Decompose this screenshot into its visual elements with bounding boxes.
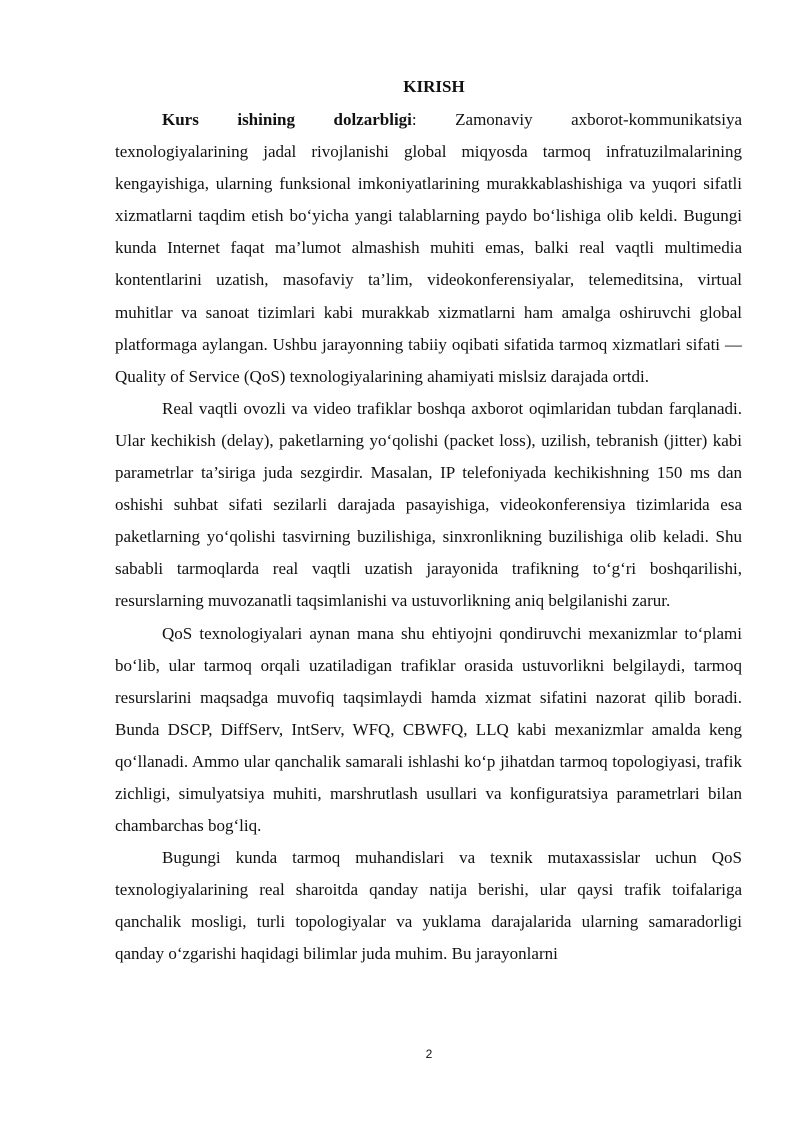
lead-separator: : [411, 110, 417, 129]
paragraph-relevance [115, 104, 742, 393]
section-heading: KIRISH [403, 77, 465, 96]
body-text [115, 104, 742, 971]
paragraph-engineering-knowledge: Bugungi kunda tarmoq muhandislari va texnik mutaxassislar uchun QoS texnologiyalarining real sharoitda qanday natija berishi, ular qaysi trafik toifalariga qanchalik mosligi, turli topologiyalar va yuklama darajalarida ularning samaradorligi qanday o‘zgarishi haqidagi bilimlar juda muhim. Bu jarayonlarni [115, 848, 742, 964]
lead-phrase: Kurs ishining dolzarbligi [162, 110, 412, 129]
paragraph-qos-mechanisms: QoS texnologiyalari aynan mana shu ehtiyojni qondiruvchi mexanizmlar to‘plami bo‘lib, ular tarmoq orqali uzatiladigan trafiklar orasida ustuvorlikni belgilaydi, tarmoq resurslarini maqsadga muvofiq taqsimlaydi hamda xizmat sifatini nazorat qilib boradi. Bunda DSCP, DiffServ, IntServ, WFQ, CBWFQ, LLQ kabi mexanizmlar amalda keng qo‘llanadi. Ammo ular qanchalik samarali ishlashi ko‘p jihatdan tarmoq topologiyasi, trafik zichligi, simulyatsiya muhiti, marshrutlash usullari va konfiguratsiya parametrlari bilan chambarchas bog‘liq. [115, 623, 742, 836]
paragraph-realtime-traffic: Real vaqtli ovozli va video trafiklar boshqa axborot oqimlaridan tubdan farqlanadi. Ular kechikish (delay), paketlarning yo‘qolishi (packet loss), uzilish, tebranish (jitter) kabi parametrlar ta’siriga juda sezgirdir. Masalan, IP telefoniyada kechikishning 150 ms dan oshishi suhbat sifati sezilarli darajada pasayishiga, videokonferensiya tizimlarida esa paketlarning yo‘qolishi tasvirning buzilishiga, sinxronlikning buzilishiga olib keladi. Shu sababli tarmoqlarda real vaqtli uzatish jarayonida trafikning to‘g‘ri boshqarilishi, resurslarning muvozanatli taqsimlanishi va ustuvorlikning aniq belgilanishi zarur. [115, 398, 742, 611]
page-number: 2 [425, 1047, 433, 1061]
paragraph-text: Zamonaviy axborot-kommunikatsiya texnologiyalarining jadal rivojlanishi global miqyosda tarmoq infratuzilmalarining kengayishiga, ularning funksional imkoniyatlarining murakkablashishiga va yuqori sifatli xizmatlarni taqdim etish bo‘yicha yangi talablarning paydo bo‘lishiga olib keldi. Bugungi kunda Internet faqat ma’lumot almashish muhiti emas, balki real vaqtli multimedia kontentlarini uzatish, masofaviy ta’lim, videokonferensiyalar, telemeditsina, virtual muhitlar va sanoat tizimlari kabi murakkab xizmatlarni ham amalga oshiruvchi global platformaga aylangan. Ushbu jarayonning tabiiy oqibati sifatida tarmoq xizmatlari sifati — Quality of Service (QoS) texnologiyalarining ahamiyati mislsiz darajada ortdi. [115, 110, 742, 386]
